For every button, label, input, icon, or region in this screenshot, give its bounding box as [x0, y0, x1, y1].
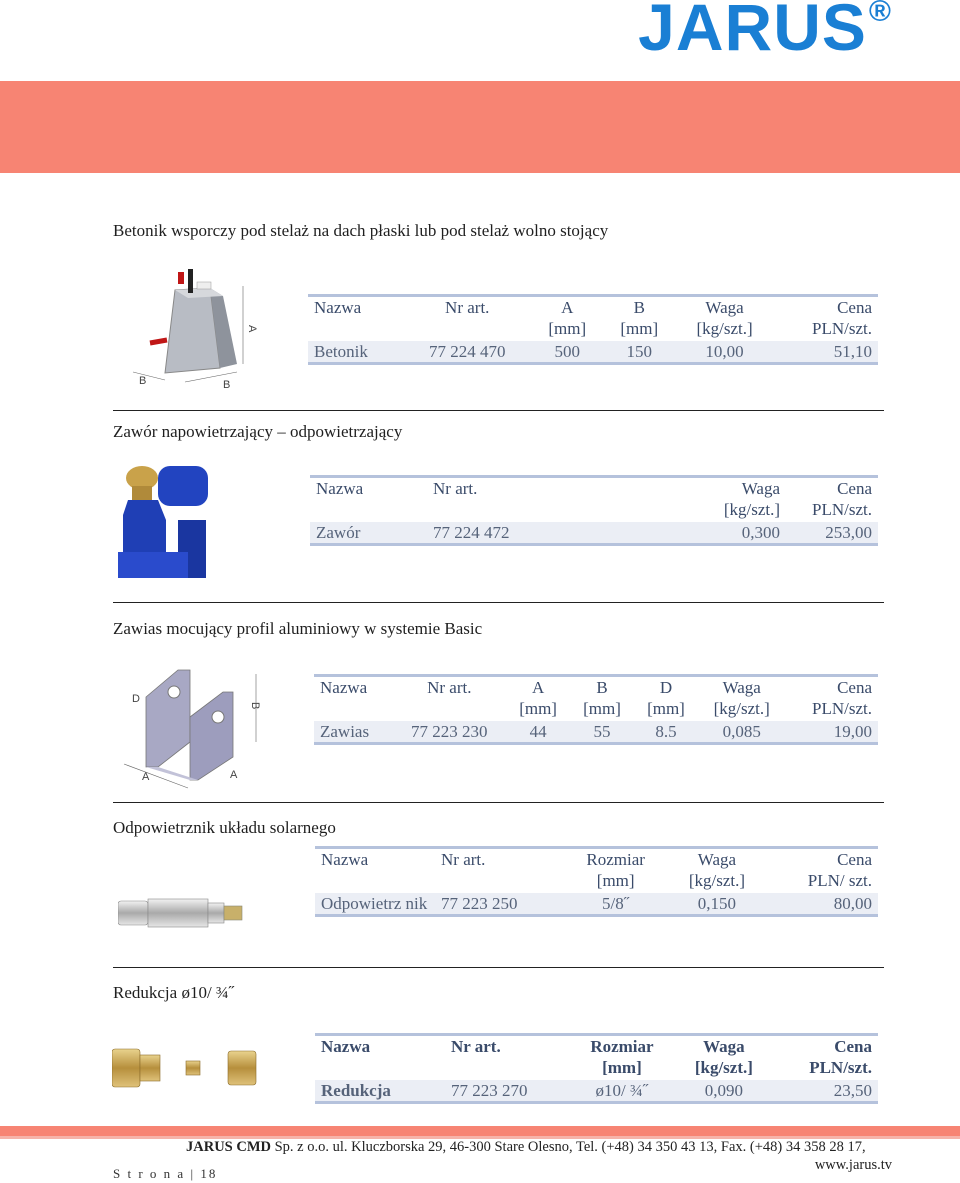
svg-text:A: A — [142, 771, 150, 783]
zawias-image — [118, 662, 268, 794]
table-row: Odpowietrz nik 77 223 250 5/8˝ 0,150 80,00 — [315, 892, 878, 914]
jarus-logo: JARUS® — [638, 0, 892, 64]
section-title-redukcja: Redukcja ø10/ ¾˝ — [113, 983, 235, 1002]
page-number: S t r o n a | 18 — [113, 1166, 218, 1181]
section-divider — [113, 967, 884, 968]
header-banner — [0, 81, 960, 173]
svg-text:D: D — [132, 693, 140, 705]
section-divider — [113, 410, 884, 411]
section-title-odpowietrznik: Odpowietrznik układu solarnego — [113, 818, 336, 837]
section-title-zawor: Zawór napowietrzający – odpowietrzający — [113, 422, 403, 441]
svg-text:A: A — [246, 325, 258, 333]
odpowietrznik-image — [118, 893, 243, 933]
table-header-row: Nazwa Nr art. A [mm] B [mm] Waga [kg/szt.] Cena PLN/szt. — [314, 298, 872, 338]
table-row: Betonik 77 224 470 500 150 10,00 51,10 — [308, 340, 878, 362]
table-betonik — [308, 294, 878, 365]
section-title-betonik: Betonik wsporczy pod stelaż na dach płaski lub pod stelaż wolno stojący — [113, 221, 609, 240]
table-zawias — [314, 674, 878, 745]
betonik-image — [125, 268, 275, 393]
svg-text:B: B — [139, 375, 147, 387]
table-redukcja — [315, 1033, 878, 1104]
svg-text:B: B — [249, 702, 261, 710]
table-odpowietrznik — [315, 846, 878, 917]
svg-text:B: B — [223, 379, 231, 391]
footer-company: JARUS CMD — [186, 1139, 271, 1155]
section-divider — [113, 802, 884, 803]
svg-text:A: A — [230, 769, 238, 781]
table-header-row: Nazwa Nr art. A [mm] B [mm] D [mm] Waga [kg/szt.] Cena PLN/szt. — [320, 678, 872, 718]
footer-bar — [0, 1126, 960, 1136]
zawor-image — [118, 460, 213, 578]
table-row: Redukcja 77 223 270 ø10/ ¾˝ 0,090 23,50 — [315, 1079, 878, 1101]
table-row: Zawór 77 224 472 0,300 253,00 — [310, 521, 878, 543]
table-row: Zawias 77 223 230 44 55 8.5 0,085 19,00 — [314, 720, 878, 742]
table-header-row: Nazwa Nr art. Rozmiar [mm] Waga [kg/szt.] Cena PLN/ szt. — [321, 850, 872, 890]
table-zawor — [310, 475, 878, 546]
table-header-row: Nazwa Nr art. Rozmiar [mm] Waga [kg/szt.] Cena PLN/szt. — [321, 1037, 872, 1077]
redukcja-image — [112, 1043, 262, 1093]
table-header-row: Nazwa Nr art. Waga [kg/szt.] Cena PLN/szt. — [316, 479, 872, 519]
footer-address: JARUS CMD Sp. z o.o. ul. Kluczborska 29, 46-300 Stare Olesno, Tel. (+48) 34 350 43 13, Fax. (+48) 34 358 28 17, — [186, 1139, 866, 1155]
section-title-zawias: Zawias mocujący profil aluminiowy w systemie Basic — [113, 619, 483, 638]
footer-website: www.jarus.tv — [814, 1157, 892, 1173]
section-divider — [113, 602, 884, 603]
